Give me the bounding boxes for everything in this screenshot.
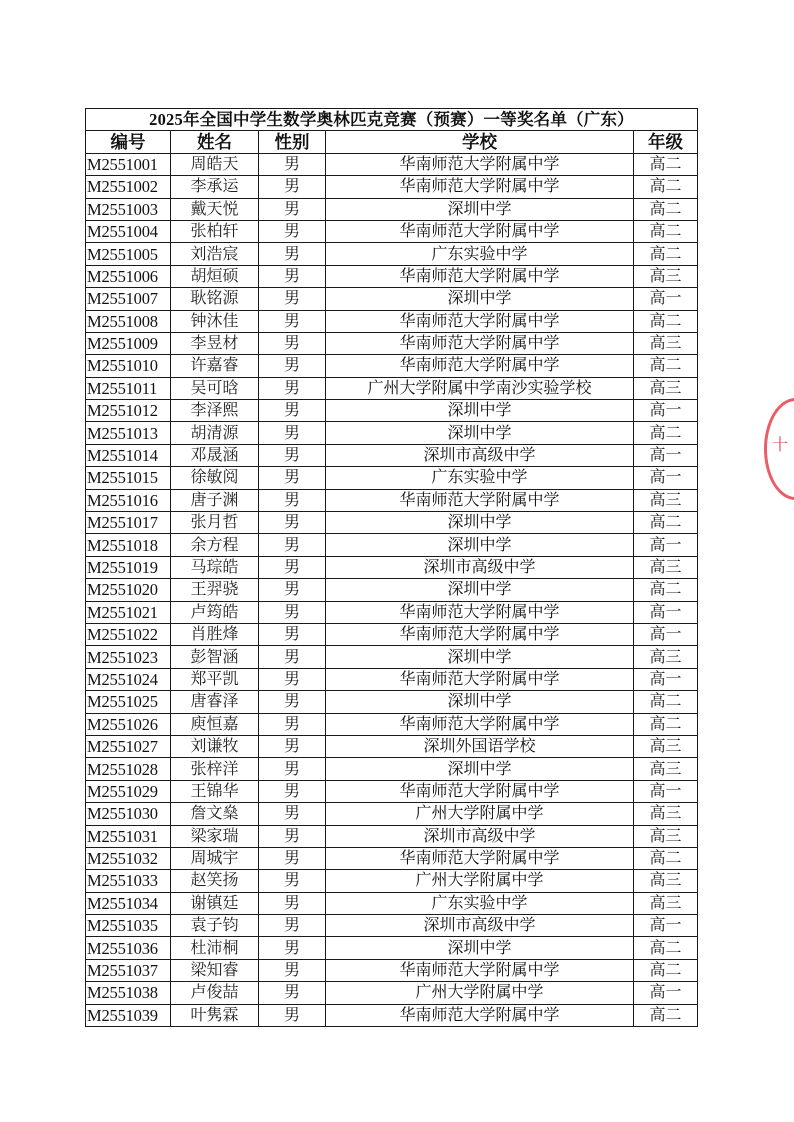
row-grade: 高三 <box>634 870 698 892</box>
row-name: 王锦华 <box>171 780 259 802</box>
table-row <box>86 243 698 265</box>
row-grade: 高二 <box>634 713 698 735</box>
row-gender: 男 <box>259 243 326 265</box>
row-id: M2551022 <box>86 623 171 645</box>
row-school: 华南师范大学附属中学 <box>326 959 634 981</box>
row-id: M2551017 <box>86 512 171 534</box>
row-gender: 男 <box>259 870 326 892</box>
row-school: 深圳市高级中学 <box>326 556 634 578</box>
row-name: 徐敏阅 <box>171 467 259 489</box>
row-school: 深圳市高级中学 <box>326 915 634 937</box>
document-title: 2025年全国中学生数学奥林匹克竞赛（预赛）一等奖名单（广东） <box>86 109 698 131</box>
row-gender: 男 <box>259 422 326 444</box>
row-id: M2551012 <box>86 400 171 422</box>
table-row <box>86 780 698 802</box>
table-row <box>86 915 698 937</box>
row-grade: 高二 <box>634 1004 698 1026</box>
row-name: 吴可晗 <box>171 377 259 399</box>
row-school: 华南师范大学附属中学 <box>326 847 634 869</box>
table-row <box>86 220 698 242</box>
row-id: M2551009 <box>86 332 171 354</box>
row-id: M2551011 <box>86 377 171 399</box>
table-row <box>86 646 698 668</box>
row-school: 深圳中学 <box>326 691 634 713</box>
table-row <box>86 355 698 377</box>
row-school: 广东实验中学 <box>326 243 634 265</box>
row-school: 华南师范大学附属中学 <box>326 601 634 623</box>
row-school: 深圳中学 <box>326 758 634 780</box>
table-row <box>86 735 698 757</box>
row-grade: 高三 <box>634 758 698 780</box>
row-grade: 高二 <box>634 512 698 534</box>
row-school: 华南师范大学附属中学 <box>326 623 634 645</box>
row-gender: 男 <box>259 1004 326 1026</box>
row-gender: 男 <box>259 735 326 757</box>
row-name: 邓晟涵 <box>171 444 259 466</box>
row-name: 叶隽霖 <box>171 1004 259 1026</box>
row-grade: 高一 <box>634 623 698 645</box>
row-id: M2551036 <box>86 937 171 959</box>
row-school: 华南师范大学附属中学 <box>326 220 634 242</box>
row-grade: 高三 <box>634 825 698 847</box>
row-id: M2551039 <box>86 1004 171 1026</box>
row-gender: 男 <box>259 288 326 310</box>
row-gender: 男 <box>259 556 326 578</box>
award-list-table <box>85 108 698 1027</box>
row-school: 深圳市高级中学 <box>326 825 634 847</box>
table-row <box>86 937 698 959</box>
row-id: M2551008 <box>86 310 171 332</box>
row-gender: 男 <box>259 623 326 645</box>
row-id: M2551028 <box>86 758 171 780</box>
row-name: 杜沛桐 <box>171 937 259 959</box>
row-id: M2551004 <box>86 220 171 242</box>
row-school: 广州大学附属中学 <box>326 982 634 1004</box>
row-school: 华南师范大学附属中学 <box>326 489 634 511</box>
column-header-grade: 年级 <box>634 131 698 153</box>
row-grade: 高二 <box>634 691 698 713</box>
row-id: M2551014 <box>86 444 171 466</box>
row-grade: 高一 <box>634 288 698 310</box>
row-grade: 高一 <box>634 982 698 1004</box>
row-id: M2551002 <box>86 176 171 198</box>
row-name: 郑平凯 <box>171 668 259 690</box>
row-school: 华南师范大学附属中学 <box>326 176 634 198</box>
row-name: 余方程 <box>171 534 259 556</box>
row-name: 谢镇廷 <box>171 892 259 914</box>
row-school: 深圳中学 <box>326 198 634 220</box>
row-gender: 男 <box>259 892 326 914</box>
title-row <box>86 109 698 131</box>
row-grade: 高二 <box>634 355 698 377</box>
row-id: M2551025 <box>86 691 171 713</box>
row-grade: 高二 <box>634 310 698 332</box>
row-id: M2551003 <box>86 198 171 220</box>
row-grade: 高三 <box>634 735 698 757</box>
row-id: M2551023 <box>86 646 171 668</box>
row-school: 华南师范大学附属中学 <box>326 668 634 690</box>
row-id: M2551010 <box>86 355 171 377</box>
row-grade: 高二 <box>634 220 698 242</box>
row-grade: 高二 <box>634 937 698 959</box>
table-row <box>86 579 698 601</box>
table-row <box>86 1004 698 1026</box>
row-gender: 男 <box>259 803 326 825</box>
row-name: 李承运 <box>171 176 259 198</box>
row-name: 庾恒嘉 <box>171 713 259 735</box>
row-gender: 男 <box>259 579 326 601</box>
row-id: M2551005 <box>86 243 171 265</box>
row-gender: 男 <box>259 959 326 981</box>
row-gender: 男 <box>259 758 326 780</box>
row-school: 广州大学附属中学南沙实验学校 <box>326 377 634 399</box>
table-row <box>86 512 698 534</box>
table-row <box>86 153 698 175</box>
row-grade: 高一 <box>634 534 698 556</box>
row-gender: 男 <box>259 377 326 399</box>
row-grade: 高一 <box>634 668 698 690</box>
row-gender: 男 <box>259 713 326 735</box>
row-id: M2551029 <box>86 780 171 802</box>
row-grade: 高一 <box>634 915 698 937</box>
row-name: 胡烜硕 <box>171 265 259 287</box>
row-grade: 高一 <box>634 601 698 623</box>
row-id: M2551034 <box>86 892 171 914</box>
table-row <box>86 982 698 1004</box>
column-header-id: 编号 <box>86 131 171 153</box>
row-gender: 男 <box>259 847 326 869</box>
table-row <box>86 959 698 981</box>
row-grade: 高一 <box>634 467 698 489</box>
row-name: 周皓天 <box>171 153 259 175</box>
row-id: M2551030 <box>86 803 171 825</box>
table-row <box>86 377 698 399</box>
row-school: 深圳中学 <box>326 534 634 556</box>
row-grade: 高二 <box>634 243 698 265</box>
row-gender: 男 <box>259 355 326 377</box>
row-school: 广州大学附属中学 <box>326 870 634 892</box>
table-row <box>86 556 698 578</box>
row-school: 深圳中学 <box>326 646 634 668</box>
table-row <box>86 601 698 623</box>
table-row <box>86 847 698 869</box>
row-gender: 男 <box>259 489 326 511</box>
row-name: 张梓洋 <box>171 758 259 780</box>
table-row <box>86 265 698 287</box>
row-gender: 男 <box>259 601 326 623</box>
row-id: M2551027 <box>86 735 171 757</box>
row-gender: 男 <box>259 780 326 802</box>
row-id: M2551024 <box>86 668 171 690</box>
row-name: 胡清源 <box>171 422 259 444</box>
row-name: 彭智涵 <box>171 646 259 668</box>
table-row <box>86 803 698 825</box>
row-grade: 高三 <box>634 556 698 578</box>
row-name: 李昱材 <box>171 332 259 354</box>
row-id: M2551016 <box>86 489 171 511</box>
row-id: M2551015 <box>86 467 171 489</box>
row-id: M2551026 <box>86 713 171 735</box>
row-name: 袁子钧 <box>171 915 259 937</box>
row-school: 华南师范大学附属中学 <box>326 332 634 354</box>
row-gender: 男 <box>259 825 326 847</box>
table-row <box>86 332 698 354</box>
table-row <box>86 825 698 847</box>
row-name: 卢俊喆 <box>171 982 259 1004</box>
row-name: 卢筠皓 <box>171 601 259 623</box>
row-grade: 高三 <box>634 265 698 287</box>
table-row <box>86 444 698 466</box>
row-school: 深圳中学 <box>326 579 634 601</box>
row-name: 唐睿泽 <box>171 691 259 713</box>
row-name: 刘谦牧 <box>171 735 259 757</box>
row-grade: 高三 <box>634 377 698 399</box>
row-grade: 高二 <box>634 176 698 198</box>
table-row <box>86 713 698 735</box>
table-row <box>86 422 698 444</box>
row-school: 华南师范大学附属中学 <box>326 153 634 175</box>
row-school: 华南师范大学附属中学 <box>326 713 634 735</box>
row-name: 赵笑扬 <box>171 870 259 892</box>
table-row <box>86 870 698 892</box>
table-row <box>86 467 698 489</box>
row-gender: 男 <box>259 265 326 287</box>
row-name: 唐子渊 <box>171 489 259 511</box>
row-school: 广东实验中学 <box>326 467 634 489</box>
row-name: 马琮皓 <box>171 556 259 578</box>
column-header-name: 姓名 <box>171 131 259 153</box>
row-grade: 高二 <box>634 198 698 220</box>
row-gender: 男 <box>259 400 326 422</box>
row-name: 肖胜烽 <box>171 623 259 645</box>
row-grade: 高一 <box>634 444 698 466</box>
table-row <box>86 668 698 690</box>
header-row <box>86 131 698 153</box>
row-id: M2551021 <box>86 601 171 623</box>
row-school: 华南师范大学附属中学 <box>326 355 634 377</box>
row-school: 深圳中学 <box>326 400 634 422</box>
row-gender: 男 <box>259 310 326 332</box>
row-name: 张月哲 <box>171 512 259 534</box>
table-row <box>86 400 698 422</box>
row-school: 深圳外国语学校 <box>326 735 634 757</box>
table-row <box>86 691 698 713</box>
row-id: M2551006 <box>86 265 171 287</box>
table-row <box>86 489 698 511</box>
row-id: M2551013 <box>86 422 171 444</box>
row-gender: 男 <box>259 646 326 668</box>
row-school: 广东实验中学 <box>326 892 634 914</box>
row-id: M2551037 <box>86 959 171 981</box>
row-name: 张柏轩 <box>171 220 259 242</box>
row-school: 华南师范大学附属中学 <box>326 265 634 287</box>
row-gender: 男 <box>259 198 326 220</box>
row-grade: 高一 <box>634 400 698 422</box>
row-school: 广州大学附属中学 <box>326 803 634 825</box>
row-gender: 男 <box>259 691 326 713</box>
row-grade: 高三 <box>634 803 698 825</box>
row-grade: 高三 <box>634 489 698 511</box>
column-header-gender: 性别 <box>259 131 326 153</box>
row-id: M2551035 <box>86 915 171 937</box>
row-name: 詹文燊 <box>171 803 259 825</box>
row-school: 深圳中学 <box>326 937 634 959</box>
row-id: M2551033 <box>86 870 171 892</box>
row-gender: 男 <box>259 176 326 198</box>
table-row <box>86 198 698 220</box>
row-gender: 男 <box>259 937 326 959</box>
row-grade: 高三 <box>634 646 698 668</box>
row-school: 华南师范大学附属中学 <box>326 310 634 332</box>
row-school: 华南师范大学附属中学 <box>326 780 634 802</box>
table-row <box>86 758 698 780</box>
row-name: 钟沐佳 <box>171 310 259 332</box>
row-school: 深圳中学 <box>326 512 634 534</box>
row-name: 李泽熙 <box>171 400 259 422</box>
row-grade: 高二 <box>634 959 698 981</box>
row-name: 刘浩宸 <box>171 243 259 265</box>
row-gender: 男 <box>259 512 326 534</box>
row-id: M2551031 <box>86 825 171 847</box>
row-gender: 男 <box>259 444 326 466</box>
row-school: 华南师范大学附属中学 <box>326 1004 634 1026</box>
row-gender: 男 <box>259 982 326 1004</box>
seal-glyph: 十 <box>772 435 789 454</box>
row-gender: 男 <box>259 534 326 556</box>
table-row <box>86 892 698 914</box>
row-name: 许嘉睿 <box>171 355 259 377</box>
row-id: M2551001 <box>86 153 171 175</box>
row-name: 戴天悦 <box>171 198 259 220</box>
table-row <box>86 310 698 332</box>
row-grade: 高二 <box>634 579 698 601</box>
table-row <box>86 534 698 556</box>
row-name: 周城宇 <box>171 847 259 869</box>
row-gender: 男 <box>259 153 326 175</box>
row-id: M2551032 <box>86 847 171 869</box>
row-id: M2551007 <box>86 288 171 310</box>
row-gender: 男 <box>259 467 326 489</box>
row-school: 深圳中学 <box>326 422 634 444</box>
row-name: 梁知睿 <box>171 959 259 981</box>
row-name: 梁家瑞 <box>171 825 259 847</box>
row-id: M2551018 <box>86 534 171 556</box>
table-row <box>86 176 698 198</box>
row-grade: 高三 <box>634 332 698 354</box>
row-grade: 高二 <box>634 153 698 175</box>
row-school: 深圳市高级中学 <box>326 444 634 466</box>
row-grade: 高二 <box>634 847 698 869</box>
row-grade: 高三 <box>634 892 698 914</box>
table-row <box>86 623 698 645</box>
row-name: 王羿骁 <box>171 579 259 601</box>
table-body <box>86 153 698 1026</box>
row-gender: 男 <box>259 915 326 937</box>
row-name: 耿铭源 <box>171 288 259 310</box>
row-id: M2551019 <box>86 556 171 578</box>
row-grade: 高二 <box>634 422 698 444</box>
row-gender: 男 <box>259 332 326 354</box>
row-school: 深圳中学 <box>326 288 634 310</box>
row-id: M2551038 <box>86 982 171 1004</box>
column-header-school: 学校 <box>326 131 634 153</box>
row-id: M2551020 <box>86 579 171 601</box>
table-row <box>86 288 698 310</box>
row-grade: 高一 <box>634 780 698 802</box>
row-gender: 男 <box>259 668 326 690</box>
row-gender: 男 <box>259 220 326 242</box>
